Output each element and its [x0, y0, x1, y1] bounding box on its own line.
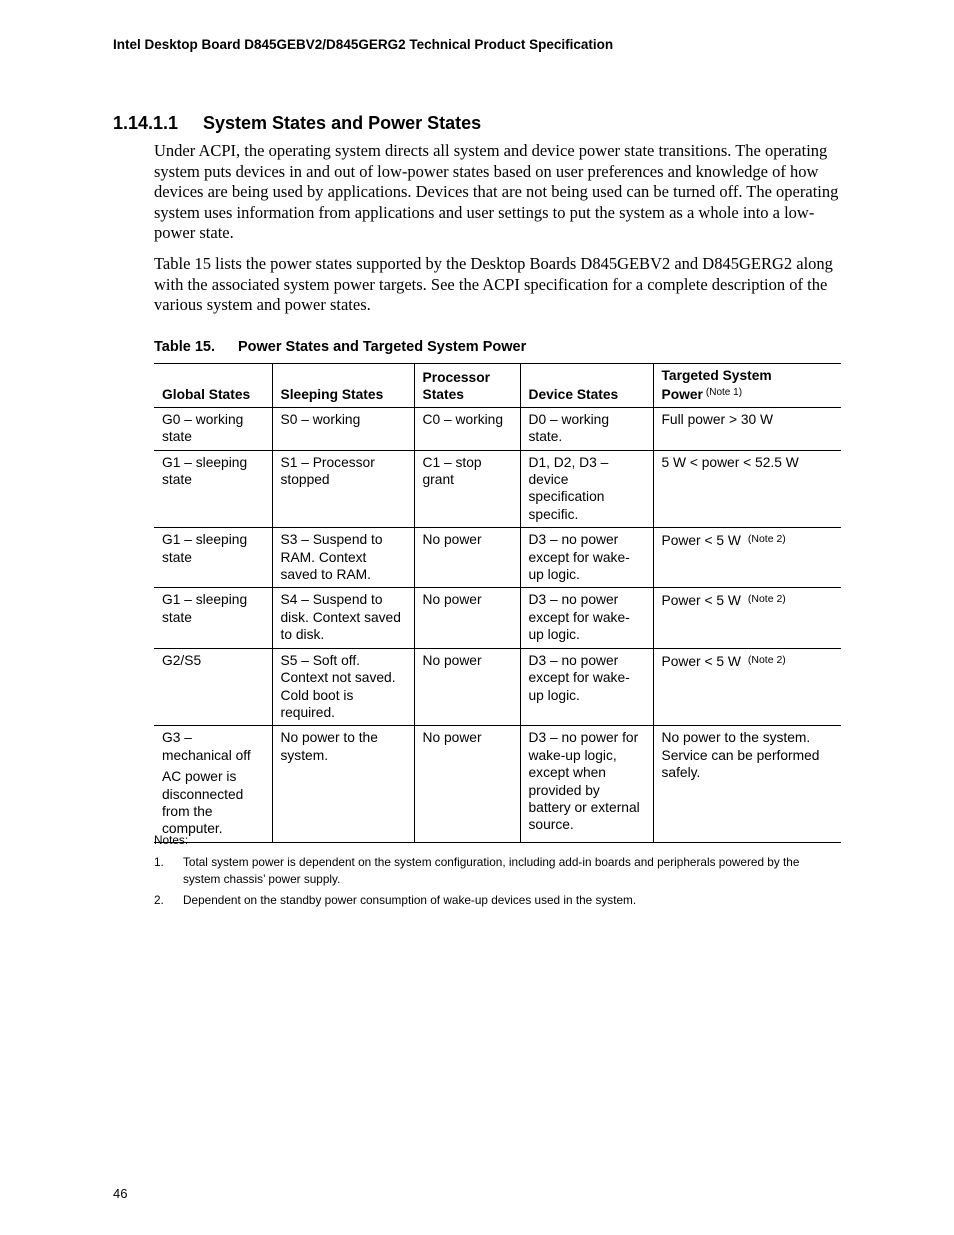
- cell-targeted-power: Power < 5 W $^{(Note 2)}$: [653, 528, 841, 588]
- table-notes: [154, 832, 814, 914]
- paragraph-acpi-intro: Under ACPI, the operating system directs all system and device power state transitions. The operating system puts devices in and out of low-power states based on user preferences and knowledge of how devices are being used by applications. Devices that are not being used can be turned off. The operating system uses information from applications and user settings to put the system as a whole into a low-power state.: [154, 141, 839, 243]
- cell-device-state: D1, D2, D3 – device specification specific.: [520, 450, 653, 528]
- section-title: System States and Power States: [203, 113, 482, 133]
- paragraph-table-intro: Table 15 lists the power states supported by the Desktop Boards D845GEBV2 and D845GERG2 along with the associated system power targets. See the ACPI specification for a complete description of the various system and power states.: [154, 254, 833, 315]
- header-power-note: (Note 1): [705, 387, 743, 399]
- cell-global-state: G1 – sleeping state: [154, 450, 272, 528]
- header-targeted-power: Targeted System Power $^{(Note 1)}$: [653, 364, 841, 408]
- running-header: Intel Desktop Board D845GEBV2/D845GERG2 Technical Product Specification: [113, 37, 614, 52]
- cell-processor-state: No power: [414, 648, 520, 726]
- table-row: [154, 726, 841, 842]
- cell-targeted-power: Power < 5 W $^{(Note 2)}$: [653, 588, 841, 648]
- table-row: [154, 450, 841, 528]
- cell-global-state-extra: AC power is disconnected from the computer.: [162, 769, 244, 837]
- notes-heading: Notes:: [154, 833, 189, 847]
- cell-device-state: D0 – working state.: [520, 407, 653, 450]
- cell-global-state: G2/S5: [154, 648, 272, 726]
- power-note-ref: (Note 2): [747, 653, 786, 666]
- note-item: [154, 854, 814, 888]
- cell-device-state: D3 – no power except for wake-up logic.: [520, 588, 653, 648]
- note-number: 2.: [154, 893, 164, 908]
- cell-sleeping-state: S0 – working: [272, 407, 414, 450]
- header-sleeping-states: Sleeping States: [272, 364, 414, 408]
- table-caption-label: Table 15.: [154, 339, 215, 355]
- cell-global-state: G3 – mechanical off AC power is disconnected from the computer.: [154, 726, 272, 842]
- cell-sleeping-state: S1 – Processor stopped: [272, 450, 414, 528]
- cell-processor-state: C0 – working: [414, 407, 520, 450]
- section-heading: [113, 113, 481, 134]
- page-number: 46: [113, 1186, 128, 1201]
- cell-device-state: D3 – no power except for wake-up logic.: [520, 648, 653, 726]
- note-text: Dependent on the standby power consumption of wake-up devices used in the system.: [183, 893, 637, 908]
- header-device-states: Device States: [520, 364, 653, 408]
- table-row: [154, 588, 841, 648]
- power-states-table: [154, 363, 841, 843]
- cell-targeted-power: Power < 5 W $^{(Note 2)}$: [653, 648, 841, 726]
- table-header-row: [154, 364, 841, 408]
- power-note-ref: (Note 2): [747, 533, 786, 546]
- cell-processor-state: No power: [414, 588, 520, 648]
- cell-device-state: D3 – no power except for wake-up logic.: [520, 528, 653, 588]
- cell-sleeping-state: S3 – Suspend to RAM. Context saved to RAM.: [272, 528, 414, 588]
- table-row: [154, 407, 841, 450]
- cell-targeted-power: 5 W < power < 52.5 W: [653, 450, 841, 528]
- cell-sleeping-state: S4 – Suspend to disk. Context saved to disk.: [272, 588, 414, 648]
- note-text: Total system power is dependent on the system configuration, including add-in boards and peripherals powered by the system chassis’ power supply.: [183, 854, 800, 886]
- power-note-ref: (Note 2): [747, 593, 786, 606]
- cell-device-state: D3 – no power for wake-up logic, except when provided by battery or external source.: [520, 726, 653, 842]
- note-item: [154, 892, 814, 909]
- table-caption: [154, 339, 526, 355]
- cell-global-state: G1 – sleeping state: [154, 588, 272, 648]
- cell-global-state: G0 – working state: [154, 407, 272, 450]
- section-number: 1.14.1.1: [113, 113, 179, 133]
- header-global-states: Global States: [154, 364, 272, 408]
- cell-processor-state: No power: [414, 726, 520, 842]
- cell-sleeping-state: No power to the system.: [272, 726, 414, 842]
- header-processor-states: Processor States: [414, 364, 520, 408]
- table-caption-title: Power States and Targeted System Power: [238, 339, 527, 355]
- cell-sleeping-state: S5 – Soft off. Context not saved. Cold boot is required.: [272, 648, 414, 726]
- cell-global-state: G1 – sleeping state: [154, 528, 272, 588]
- table-row: [154, 528, 841, 588]
- cell-targeted-power: Full power > 30 W: [653, 407, 841, 450]
- note-number: 1.: [154, 854, 164, 869]
- cell-targeted-power: No power to the system. Service can be performed safely.: [653, 726, 841, 842]
- cell-processor-state: C1 – stop grant: [414, 450, 520, 528]
- table-row: [154, 648, 841, 726]
- cell-processor-state: No power: [414, 528, 520, 588]
